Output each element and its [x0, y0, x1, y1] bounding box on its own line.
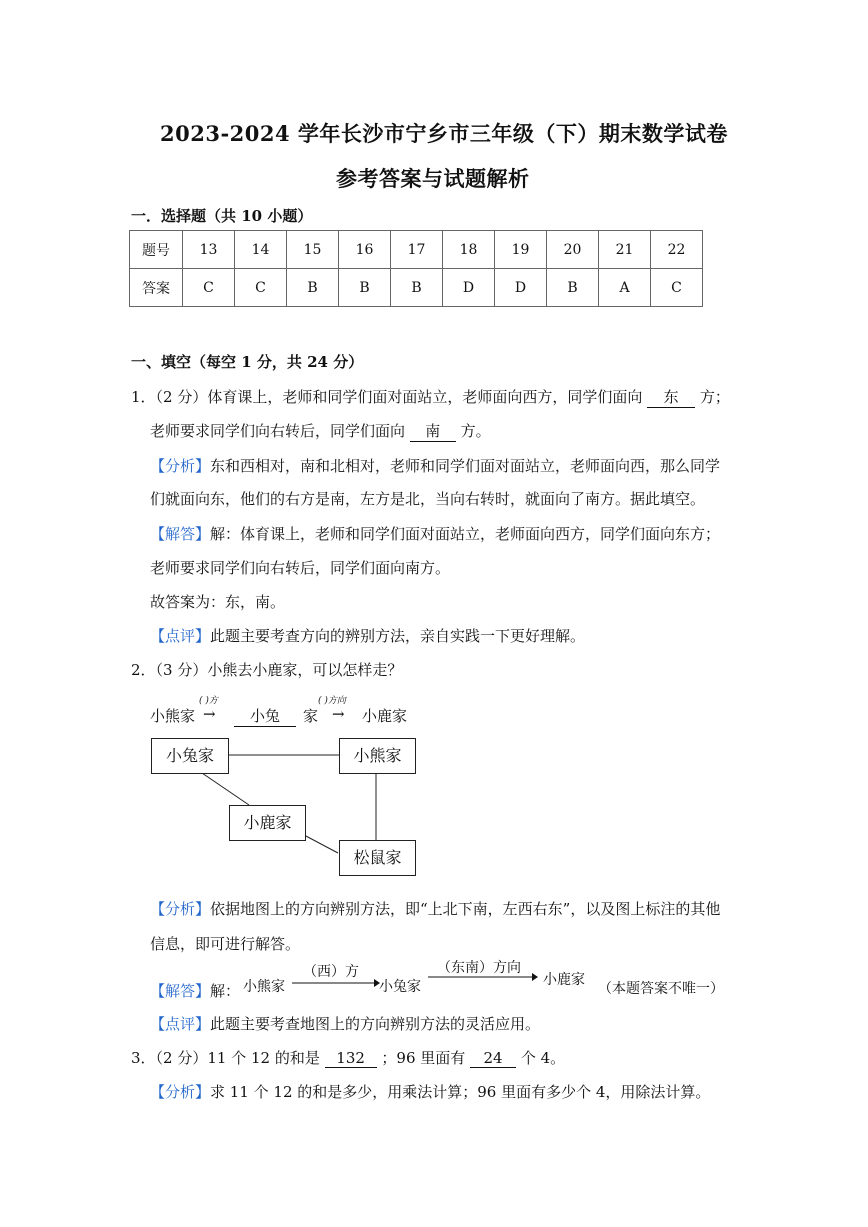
solution-text: 解： — [210, 982, 241, 1000]
q1-solution — [150, 523, 720, 544]
section-heading-fill: 一、填空（每空 1 分，共 24 分） — [131, 353, 364, 371]
q2-sol-dir2: （东南）方向 — [437, 960, 521, 976]
comment-text: 此题主要考查地图上的方向辨别方法的灵活应用。 — [210, 1015, 541, 1033]
q2-sol-dir1: （西）方 — [303, 964, 359, 980]
q2-sol-end: 小鹿家 — [543, 972, 585, 988]
q2-route-blank: 小兔 — [234, 705, 296, 727]
q1-comment — [150, 625, 585, 646]
q2-comment — [150, 1013, 540, 1034]
q2-route-sup1: ( )方 — [199, 696, 218, 706]
q1-text: 1．（2 分）体育课上，老师和同学们面对面站立，老师面向西方，同学们面向 — [131, 388, 643, 406]
q2-analysis-cont: 信息，即可进行解答。 — [150, 935, 301, 953]
q1-analysis — [150, 455, 720, 476]
q1-text: 方； — [699, 388, 730, 406]
q2-route-start: 小熊家 — [150, 707, 196, 725]
q1-line2 — [150, 420, 491, 442]
comment-text: 此题主要考查方向的辨别方法，亲自实践一下更好理解。 — [210, 627, 586, 645]
map-node-bear: 小熊家 — [339, 738, 416, 774]
q2-route-end: 小鹿家 — [362, 707, 408, 725]
map-node-mouse: 松鼠家 — [339, 840, 416, 876]
table-cell: 22 — [651, 231, 703, 269]
section-heading-choice: 一．选择题（共 10 小题） — [131, 207, 313, 225]
table-cell: 17 — [391, 231, 443, 269]
table-cell: A — [599, 269, 651, 307]
table-cell: 16 — [339, 231, 391, 269]
table-cell: C — [651, 269, 703, 307]
analysis-text: 东和西相对，南和北相对，老师和同学们面对面站立，老师面向西，那么同学 — [210, 457, 721, 475]
analysis-label: 【分析】 — [150, 1083, 211, 1101]
q2-sol-note: （本题答案不唯一） — [598, 981, 724, 997]
arrow-right-icon — [290, 976, 380, 990]
comment-label: 【点评】 — [150, 1015, 211, 1033]
table-cell: 14 — [235, 231, 287, 269]
document-title: 2023-2024 学年长沙市宁乡市三年级（下）期末数学试卷 — [160, 121, 728, 146]
row-label: 答案 — [130, 269, 183, 307]
solution-label: 【解答】 — [150, 982, 211, 1000]
q1-blank-south: 南 — [410, 420, 456, 442]
q2-route-mid: 家 — [303, 707, 319, 725]
answer-table — [129, 230, 703, 307]
table-cell: D — [495, 269, 547, 307]
solution-text: 解：体育课上，老师和同学们面对面站立，老师面向西方，同学们面向东方； — [210, 525, 721, 543]
table-cell: 19 — [495, 231, 547, 269]
table-cell: B — [287, 269, 339, 307]
table-cell: 13 — [183, 231, 235, 269]
arrow-right-icon — [426, 970, 538, 984]
q2-sol-mid: 小兔家 — [379, 979, 421, 995]
table-cell: 18 — [443, 231, 495, 269]
q1-solution-cont: 老师要求同学们向右转后，同学们面向南方。 — [150, 559, 451, 577]
q2-route-blank-wrap — [234, 705, 296, 727]
comment-label: 【点评】 — [150, 627, 211, 645]
table-cell: 20 — [547, 231, 599, 269]
arrow-right-icon: → — [203, 705, 216, 723]
table-cell: B — [547, 269, 599, 307]
q2-sol-start: 小熊家 — [243, 979, 285, 995]
q3-text: 个 4。 — [520, 1049, 566, 1067]
solution-label: 【解答】 — [150, 525, 211, 543]
q1-text: 老师要求同学们向右转后，同学们面向 — [150, 422, 406, 440]
table-cell: B — [391, 269, 443, 307]
q3-blank-quotient: 24 — [470, 1049, 516, 1068]
q2-question: 2．（3 分）小熊去小鹿家，可以怎样走？ — [131, 661, 403, 679]
q3-analysis — [150, 1081, 710, 1102]
table-cell: C — [183, 269, 235, 307]
table-cell: 15 — [287, 231, 339, 269]
q2-analysis — [150, 898, 720, 919]
arrow-right-icon: → — [332, 705, 345, 723]
analysis-text: 求 11 个 12 的和是多少，用乘法计算；96 里面有多少个 4，用除法计算。 — [210, 1083, 711, 1101]
table-row — [130, 231, 703, 269]
q1-answer: 故答案为：东，南。 — [150, 593, 286, 611]
table-cell: D — [443, 269, 495, 307]
q1-blank-east: 东 — [647, 386, 695, 408]
map-node-deer: 小鹿家 — [229, 805, 306, 841]
q1-text: 方。 — [460, 422, 491, 440]
map-node-rabbit: 小兔家 — [151, 738, 229, 774]
analysis-label: 【分析】 — [150, 900, 211, 918]
document-subtitle: 参考答案与试题解析 — [336, 166, 530, 191]
q2-solution-label-wrap — [150, 980, 240, 1001]
table-cell: 21 — [599, 231, 651, 269]
q3-line — [131, 1047, 565, 1068]
analysis-label: 【分析】 — [150, 457, 211, 475]
table-cell: C — [235, 269, 287, 307]
q3-text: ；96 里面有 — [381, 1049, 466, 1067]
row-label: 题号 — [130, 231, 183, 269]
q3-blank-sum: 132 — [325, 1049, 377, 1068]
q1-line1 — [131, 386, 730, 408]
table-cell: B — [339, 269, 391, 307]
q2-route-sup2: ( )方向 — [318, 696, 346, 706]
q3-text: 3．（2 分）11 个 12 的和是 — [131, 1049, 320, 1067]
analysis-text: 依据地图上的方向辨别方法，即“上北下南，左西右东”，以及图上标注的其他 — [210, 900, 721, 918]
q1-analysis-cont: 们就面向东，他们的右方是南，左方是北，当向右转时，就面向了南方。据此填空。 — [150, 490, 706, 508]
table-row — [130, 269, 703, 307]
